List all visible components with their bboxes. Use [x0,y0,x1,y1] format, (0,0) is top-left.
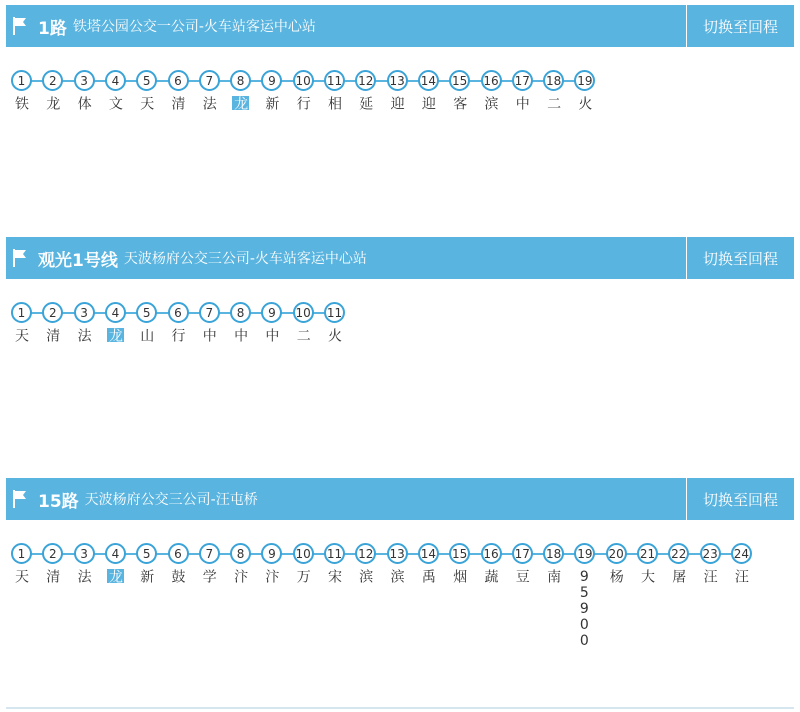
stop-number: 19 [574,543,595,564]
stop-number: 5 [136,543,157,564]
stop-name: 清 [44,569,61,583]
stop-name: 中 [200,328,217,342]
stop-name: 屠 [670,569,687,583]
stop-number: 7 [199,70,220,91]
stop-name: 山 [138,328,155,342]
stop-name: 滨 [388,569,405,583]
stop-number: 9 [261,302,282,323]
route-name: 观光1号线 [38,250,118,271]
stop-name: 新 [263,96,280,110]
stop-name: 汪 [701,569,718,583]
stop-number: 2 [42,302,63,323]
stop-name: 行 [294,96,311,110]
stop-list [6,66,794,226]
switch-direction-button[interactable]: 切换至回程 [686,5,794,47]
stop-number: 11 [324,543,345,564]
route-header [6,478,794,520]
stop-number: 5 [136,302,157,323]
flag-icon [6,478,34,520]
stop-name: 杨 [607,569,624,583]
stop-name: 火 [326,328,342,342]
stop-number: 1 [11,70,32,91]
flag-icon [6,5,34,47]
stop-number: 24 [731,543,752,564]
stop-name: 迎 [419,96,436,110]
stop-name: 二 [545,96,562,110]
stop-number: 9 [261,543,282,564]
stop-name: 法 [75,328,92,342]
stop-number: 12 [355,543,376,564]
route-terminals: 天波杨府公交三公司-火车站客运中心站 [123,251,367,267]
stop-number: 18 [543,70,564,91]
stop-name: 禹 [419,569,436,583]
stop-name: 中 [263,328,280,342]
stop-number: 4 [105,70,126,91]
stop-number: 16 [481,543,502,564]
stop-name: 天 [13,328,29,342]
stop-name: 烟 [451,569,468,583]
stop-number: 12 [355,70,376,91]
route-terminals: 天波杨府公交三公司-汪屯桥 [84,492,258,508]
stop-name: 法 [75,569,92,583]
stop-number: 10 [293,302,314,323]
stop-number: 15 [449,70,470,91]
stop-number: 14 [418,70,439,91]
route-name: 15路 [38,491,79,512]
stop-name: 龙 [106,328,123,342]
stop-name: 客 [451,96,468,110]
stop-number: 10 [293,70,314,91]
stop-name: 清 [169,96,186,110]
stop-list [6,298,794,458]
stop-name: 铁 [13,96,29,110]
stop-number: 14 [418,543,439,564]
stop-number: 3 [74,543,95,564]
stop-name: 行 [169,328,186,342]
route-terminals: 铁塔公园公交一公司-火车站客运中心站 [72,19,316,35]
stop-number: 10 [293,543,314,564]
stop-name: 汪 [732,569,749,583]
stop-number: 13 [387,543,408,564]
route-header [6,5,794,47]
stop-name: 天 [13,569,29,583]
stop-number: 7 [199,543,220,564]
stop-name: 龙 [106,569,123,583]
stop-number: 23 [700,543,721,564]
route-card [6,478,794,699]
stop-number: 17 [512,70,533,91]
stop-name: 清 [44,328,61,342]
stop-name: 体 [75,96,92,110]
stop-name: 中 [513,96,530,110]
stop-number: 13 [387,70,408,91]
stop-name: 滨 [482,96,499,110]
stop-name: 延 [357,96,374,110]
switch-direction-button[interactable]: 切换至回程 [686,478,794,520]
route-line [22,553,742,555]
stop-number: 1 [11,543,32,564]
stop-number: 3 [74,302,95,323]
route-card [6,5,794,226]
stop-name: 宋 [326,569,342,583]
stop-name: 学 [200,569,217,583]
stop-list [6,539,794,699]
stop-number: 22 [668,543,689,564]
stop-number: 6 [168,543,189,564]
stop-name: 95900 [576,569,593,649]
stop-name: 汴 [232,569,249,583]
stop-name: 文 [106,96,123,110]
stop-name: 汴 [263,569,280,583]
stop-name: 龙 [44,96,61,110]
stop-name: 二 [294,328,311,342]
stop-name: 南 [545,569,562,583]
stop-name: 豆 [513,569,530,583]
stop-name: 滨 [357,569,374,583]
stop-number: 19 [574,70,595,91]
stop-name: 法 [200,96,217,110]
stop-number: 18 [543,543,564,564]
switch-direction-button[interactable]: 切换至回程 [686,237,794,279]
stop-name: 龙 [232,96,249,110]
route-name: 1路 [38,18,67,39]
stop-number: 1 [11,302,32,323]
stop-number: 11 [324,70,345,91]
bottom-divider [6,707,794,709]
stop-number: 16 [481,70,502,91]
stop-name: 迎 [388,96,405,110]
stop-number: 15 [449,543,470,564]
stop-number: 7 [199,302,220,323]
stop-number: 9 [261,70,282,91]
stop-number: 4 [105,543,126,564]
stop-name: 中 [232,328,249,342]
stop-name: 大 [639,569,655,583]
stop-name: 火 [576,96,593,110]
stop-name: 万 [294,569,311,583]
stop-name: 相 [326,96,342,110]
stop-name: 鼓 [169,569,186,583]
stop-number: 11 [324,302,345,323]
stop-name: 新 [138,569,155,583]
stop-number: 6 [168,70,189,91]
route-card [6,237,794,458]
stop-number: 8 [230,302,251,323]
stop-number: 17 [512,543,533,564]
stop-number: 3 [74,70,95,91]
stop-number: 20 [606,543,627,564]
flag-icon [6,237,34,279]
stop-number: 4 [105,302,126,323]
stop-number: 8 [230,70,251,91]
stop-number: 2 [42,543,63,564]
stop-number: 2 [42,70,63,91]
stop-number: 6 [168,302,189,323]
stop-number: 5 [136,70,157,91]
stop-name: 蔬 [482,569,499,583]
route-header [6,237,794,279]
stop-name: 天 [138,96,155,110]
stop-number: 8 [230,543,251,564]
stop-number: 21 [637,543,658,564]
